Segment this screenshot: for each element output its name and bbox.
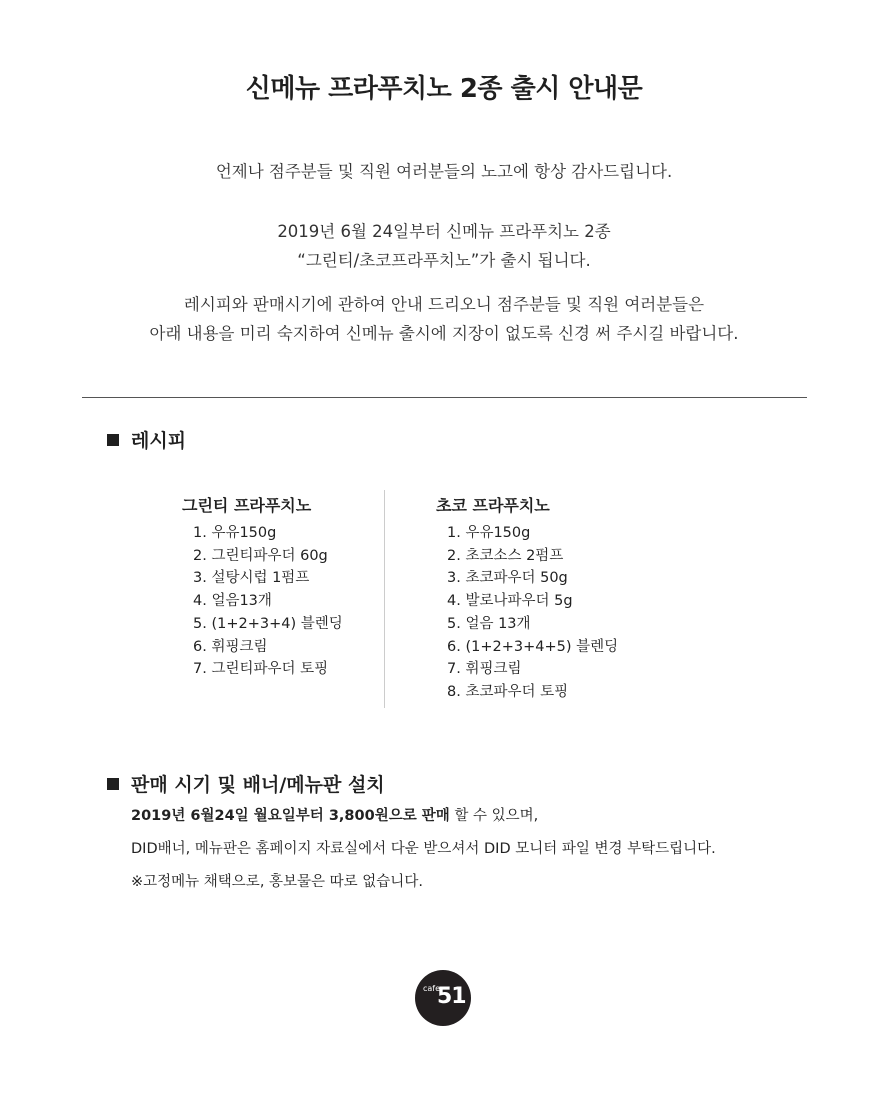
choco-recipe-steps (436, 522, 618, 704)
recipe-heading-text: 레시피 (131, 430, 187, 452)
square-bullet-icon (107, 434, 119, 446)
sale-line-date-price (131, 800, 716, 833)
intro-greeting (0, 157, 888, 186)
recipe-step: 4. 발로나파우더 5g (447, 593, 573, 610)
choco-recipe-title: 초코 프라푸치노 (436, 496, 550, 515)
logo-number-text: 51 (437, 984, 466, 1009)
sale-section-heading (107, 770, 385, 797)
recipe-step: 2. 그린티파우더 60g (193, 547, 328, 564)
green-tea-recipe (182, 493, 343, 681)
recipe-step: 6. (1+2+3+4+5) 블렌딩 (447, 638, 619, 655)
sale-line-banner: DID배너, 메뉴판은 홈페이지 자료실에서 다운 받으셔서 DID 모니터 파일 변경 부탁드립니다. (131, 841, 716, 857)
page-title: 신메뉴 프라푸치노 2종 출시 안내문 (245, 74, 643, 104)
sale-details (131, 800, 716, 899)
intro-request (0, 290, 888, 348)
sale-line-rest: 할 수 있으며, (449, 808, 539, 824)
sale-line-note: ※고정메뉴 채택으로, 홍보물은 따로 없습니다. (131, 874, 423, 890)
recipe-step: 1. 우유150g (193, 525, 277, 541)
green-tea-recipe-title: 그린티 프라푸치노 (182, 496, 312, 515)
recipe-step: 1. 우유150g (447, 525, 531, 541)
intro-line: 레시피와 판매시기에 관하여 안내 드리오니 점주분들 및 직원 여러분들은 (183, 295, 705, 314)
square-bullet-icon (107, 778, 119, 790)
recipe-step: 3. 초코파우더 50g (447, 570, 568, 587)
intro-line: “그린티/초코프라푸치노”가 출시 됩니다. (297, 251, 591, 270)
intro-announcement (0, 217, 888, 275)
recipe-step: 8. 초코파우더 토핑 (447, 683, 569, 700)
cafe51-logo-icon (415, 970, 471, 1026)
section-divider (82, 397, 807, 398)
intro-line: 2019년 6월 24일부터 신메뉴 프라푸치노 2종 (277, 222, 611, 241)
recipe-step: 4. 얼음13개 (193, 593, 272, 610)
sale-date-price-bold: 2019년 6월24일 월요일부터 3,800원으로 판매 (131, 808, 450, 824)
intro-line: 아래 내용을 미리 숙지하여 신메뉴 출시에 지장이 없도록 신경 써 주시길 바랍니다. (149, 324, 739, 343)
intro-line: 언제나 점주분들 및 직원 여러분들의 노고에 항상 감사드립니다. (215, 162, 673, 181)
recipe-step: 5. (1+2+3+4) 블렌딩 (193, 615, 343, 632)
recipe-step: 5. 얼음 13개 (447, 615, 531, 632)
recipe-step: 7. 휘핑크림 (447, 661, 522, 678)
sale-heading-text: 판매 시기 및 배너/메뉴판 설치 (131, 774, 385, 796)
recipe-step: 6. 휘핑크림 (193, 638, 268, 655)
recipe-column-divider (384, 490, 385, 708)
choco-recipe (436, 493, 618, 704)
logo-cafe-text: cafe (423, 984, 441, 993)
green-tea-recipe-steps (182, 522, 343, 681)
recipe-section-heading (107, 426, 186, 453)
recipe-step: 2. 초코소스 2펌프 (447, 547, 564, 564)
recipe-step: 7. 그린티파우더 토핑 (193, 661, 329, 678)
recipe-step: 3. 설탕시럽 1펌프 (193, 570, 310, 587)
